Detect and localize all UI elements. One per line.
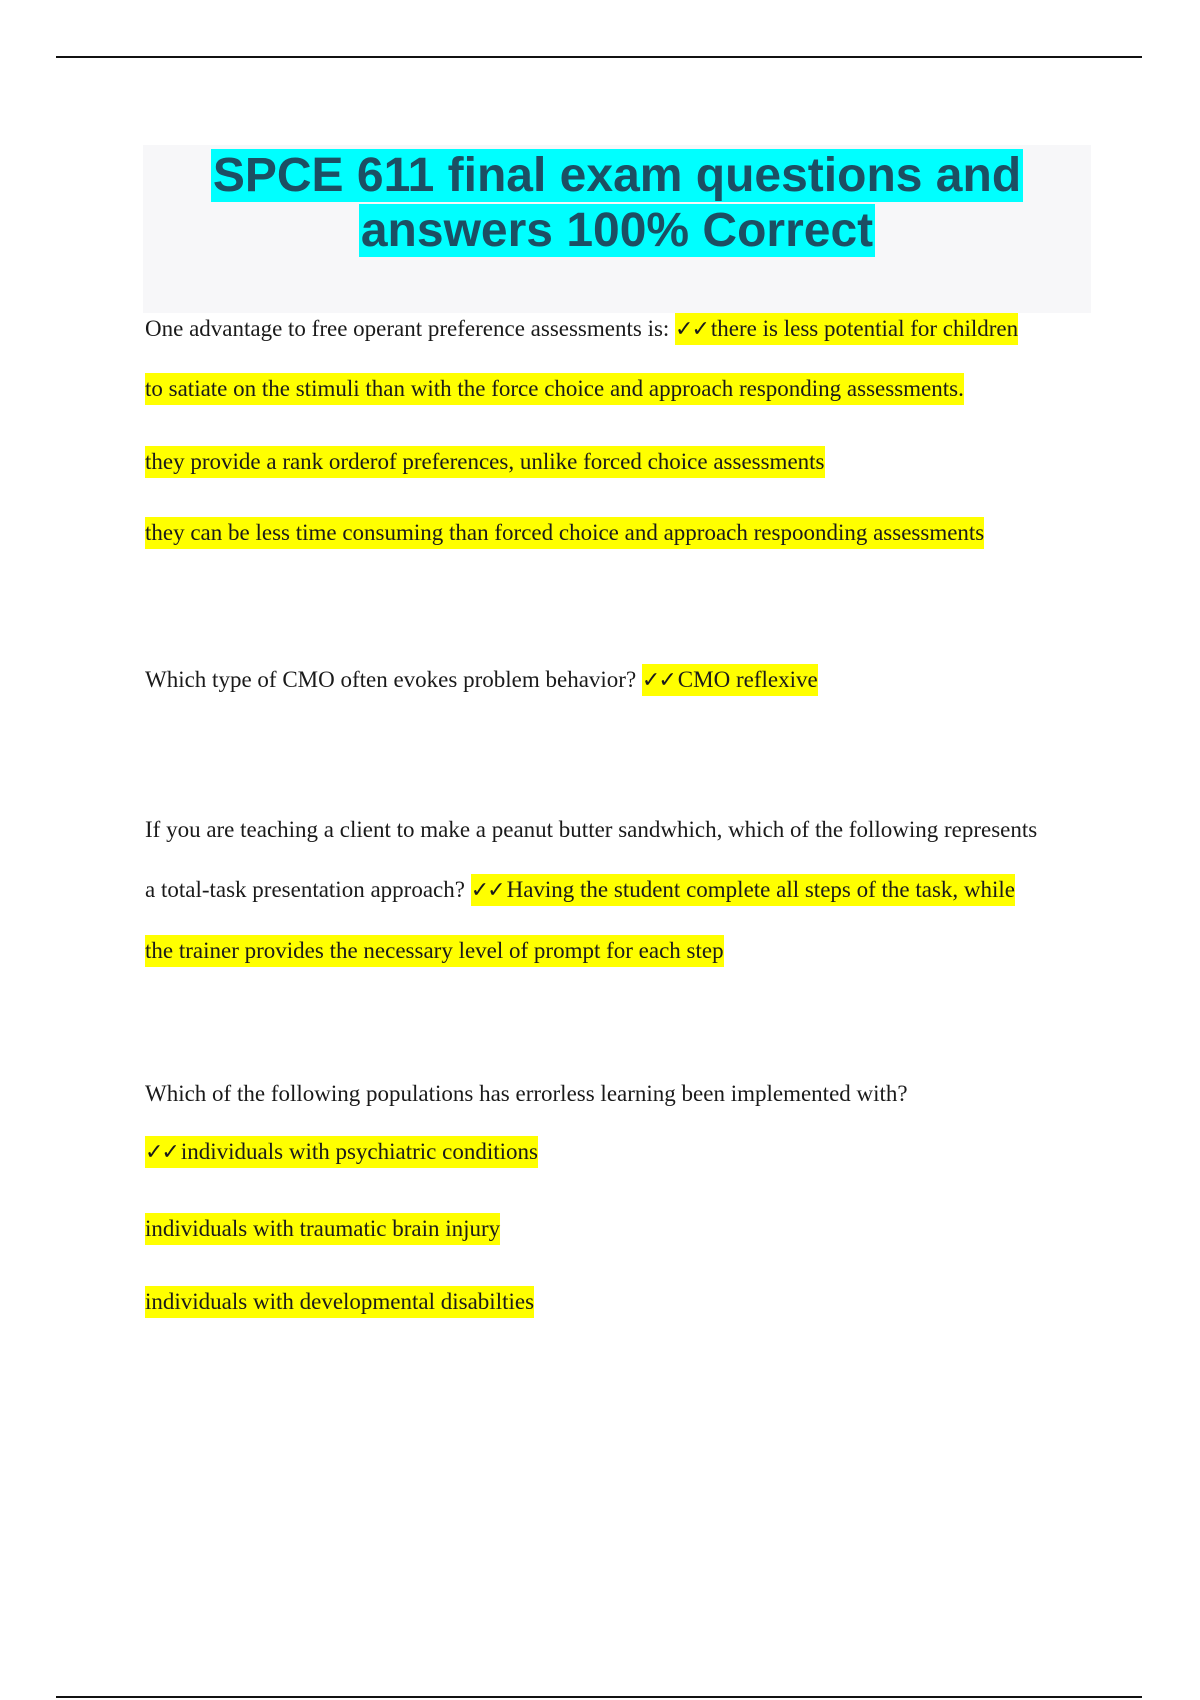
answer-2-line-1 [642,664,818,696]
answer-1-line-3: they provide a rank orderof preferences, unlike forced choice assessments [145,446,825,478]
answer-3-line-2: the trainer provides the necessary level of prompt for each step [145,935,724,967]
answer-1-line-3-row [145,449,825,475]
question-2 [145,667,818,693]
document-title-line-2: answers 100% Correct [360,204,874,257]
question-1 [145,316,1018,342]
answer-1-line-1 [675,313,1018,345]
question-2-text: Which type of CMO often evokes problem behavior? [145,667,637,692]
answer-4-line-2-row [145,1216,500,1242]
answer-1-line-2: to satiate on the stimuli than with the force choice and approach responding assessments. [145,373,964,405]
answer-3-line-1-text: Having the student complete all steps of the task, while [506,877,1016,902]
question-1-text: One advantage to free operant preference assessments is: [145,316,670,341]
answer-3-line-2-row [145,938,724,964]
double-check-icon: ✓✓ [470,878,504,903]
answer-4-line-3-row [145,1289,534,1315]
question-4 [145,1081,908,1107]
answer-1-line-2-row [145,376,964,402]
answer-4-line-3: individuals with developmental disabilties [145,1286,534,1318]
answer-4-line-1-text: individuals with psychiatric conditions [180,1139,538,1164]
document-title-line-1: SPCE 611 final exam questions and [212,149,1022,202]
answer-3-line-1 [471,874,1015,906]
question-3-line-2: a total-task presentation approach? [145,877,465,902]
question-4-text: Which of the following populations has errorless learning been implemented with? [145,1081,908,1106]
answer-4-line-1 [145,1136,538,1168]
answer-1-line-1-text: there is less potential for children [710,316,1019,341]
title-banner [143,145,1091,313]
question-3-line-1: If you are teaching a client to make a peanut butter sandwhich, which of the following represents [145,817,1038,842]
answer-1-line-4-row [145,520,984,546]
bottom-rule [56,1696,1142,1698]
double-check-icon: ✓✓ [641,668,675,693]
double-check-icon: ✓✓ [675,317,708,342]
question-3-line-2-row [145,877,1015,903]
answer-4-line-1-row [145,1139,538,1165]
top-rule [56,56,1142,58]
answer-2-text: CMO reflexive [677,667,818,692]
double-check-icon: ✓✓ [145,1140,178,1165]
question-3-line-1-row [145,817,1037,843]
answer-4-line-2: individuals with traumatic brain injury [145,1213,500,1245]
answer-1-line-4: they can be less time consuming than forced choice and approach respoonding assessments [145,517,984,549]
